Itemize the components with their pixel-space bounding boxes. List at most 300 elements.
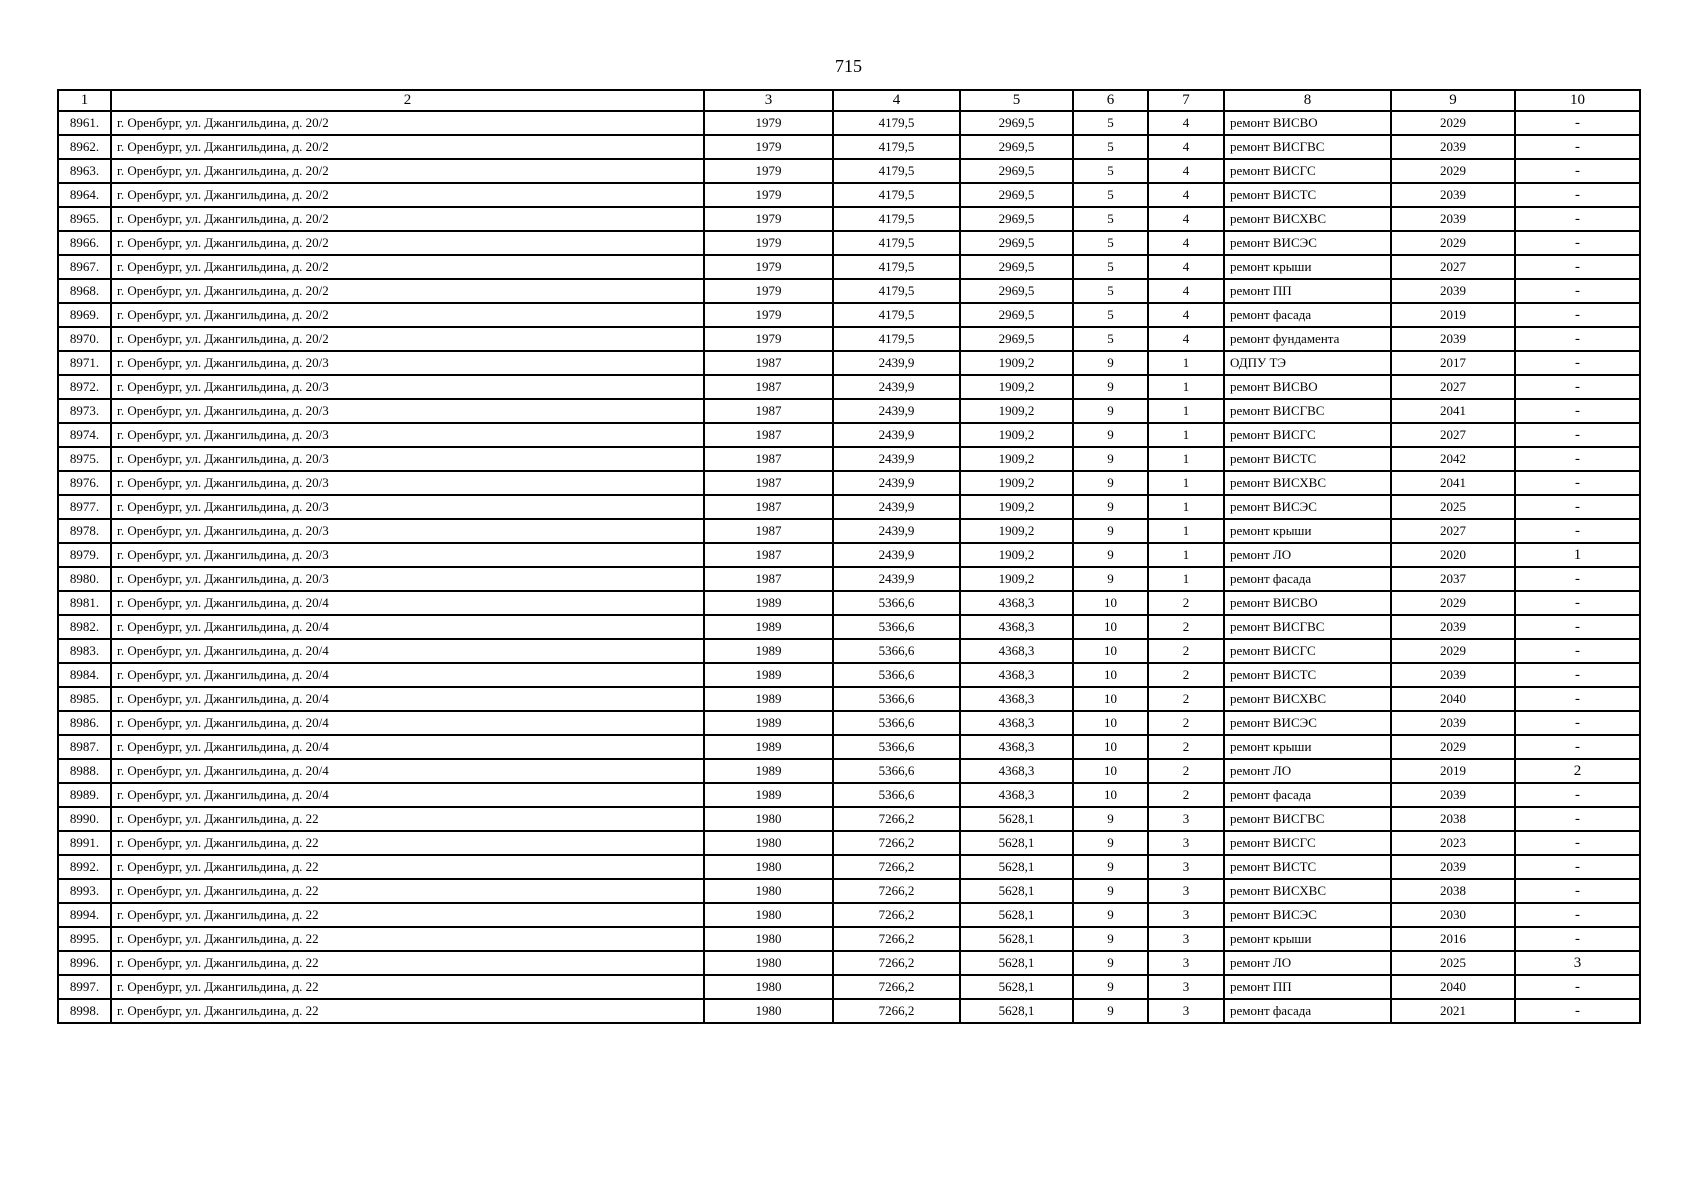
table-row [58,255,1640,279]
cell-floors: 10 [1073,687,1148,711]
cell-entrances: 2 [1148,663,1224,687]
table-row [58,975,1640,999]
cell-address: г. Оренбург, ул. Джангильдина, д. 20/3 [111,399,704,423]
table-row [58,879,1640,903]
cell-entrances: 3 [1148,807,1224,831]
cell-living-area: 2969,5 [960,327,1073,351]
cell-work-type: ремонт ЛО [1224,759,1391,783]
cell-entrances: 3 [1148,903,1224,927]
cell-build-year: 1979 [704,135,833,159]
cell-living-area: 4368,3 [960,615,1073,639]
cell-total-area: 2439,9 [833,447,960,471]
cell-total-area: 2439,9 [833,495,960,519]
cell-living-area: 2969,5 [960,231,1073,255]
table-row [58,927,1640,951]
cell-plan-year: 2039 [1391,663,1515,687]
cell-plan-year: 2030 [1391,903,1515,927]
cell-work-type: ремонт ВИСХВС [1224,879,1391,903]
cell-plan-year: 2040 [1391,687,1515,711]
cell-row-number: 8998. [58,999,111,1023]
cell-living-area: 4368,3 [960,591,1073,615]
cell-address: г. Оренбург, ул. Джангильдина, д. 20/3 [111,543,704,567]
cell-note: - [1515,831,1640,855]
cell-living-area: 4368,3 [960,663,1073,687]
cell-floors: 9 [1073,423,1148,447]
table-row [58,135,1640,159]
table-row [58,951,1640,975]
cell-entrances: 2 [1148,759,1224,783]
cell-plan-year: 2025 [1391,495,1515,519]
cell-note: - [1515,879,1640,903]
cell-living-area: 1909,2 [960,447,1073,471]
cell-total-area: 7266,2 [833,951,960,975]
cell-row-number: 8976. [58,471,111,495]
cell-work-type: ОДПУ ТЭ [1224,351,1391,375]
cell-floors: 9 [1073,351,1148,375]
cell-address: г. Оренбург, ул. Джангильдина, д. 20/4 [111,735,704,759]
cell-note: - [1515,375,1640,399]
cell-work-type: ремонт ВИСЭС [1224,711,1391,735]
cell-entrances: 3 [1148,855,1224,879]
cell-total-area: 4179,5 [833,135,960,159]
cell-total-area: 7266,2 [833,831,960,855]
cell-living-area: 5628,1 [960,879,1073,903]
cell-address: г. Оренбург, ул. Джангильдина, д. 22 [111,975,704,999]
cell-note: - [1515,399,1640,423]
cell-note: - [1515,903,1640,927]
cell-plan-year: 2017 [1391,351,1515,375]
cell-living-area: 2969,5 [960,159,1073,183]
cell-row-number: 8979. [58,543,111,567]
cell-address: г. Оренбург, ул. Джангильдина, д. 20/2 [111,111,704,135]
cell-total-area: 2439,9 [833,543,960,567]
cell-floors: 9 [1073,951,1148,975]
table-row [58,111,1640,135]
cell-address: г. Оренбург, ул. Джангильдина, д. 20/4 [111,663,704,687]
cell-plan-year: 2029 [1391,591,1515,615]
cell-plan-year: 2021 [1391,999,1515,1023]
cell-note: - [1515,495,1640,519]
cell-build-year: 1980 [704,999,833,1023]
cell-living-area: 1909,2 [960,543,1073,567]
header-cell-1: 1 [58,90,111,111]
cell-floors: 10 [1073,615,1148,639]
cell-build-year: 1980 [704,879,833,903]
cell-entrances: 3 [1148,927,1224,951]
cell-build-year: 1980 [704,927,833,951]
cell-note: - [1515,279,1640,303]
cell-floors: 10 [1073,735,1148,759]
cell-note: - [1515,471,1640,495]
cell-total-area: 2439,9 [833,375,960,399]
cell-work-type: ремонт ВИСХВС [1224,207,1391,231]
cell-living-area: 4368,3 [960,639,1073,663]
cell-total-area: 7266,2 [833,999,960,1023]
cell-living-area: 5628,1 [960,951,1073,975]
cell-work-type: ремонт ВИСГВС [1224,807,1391,831]
cell-row-number: 8973. [58,399,111,423]
cell-entrances: 3 [1148,951,1224,975]
table-row [58,735,1640,759]
cell-plan-year: 2039 [1391,711,1515,735]
header-cell-4: 4 [833,90,960,111]
cell-build-year: 1979 [704,111,833,135]
cell-floors: 9 [1073,999,1148,1023]
cell-total-area: 2439,9 [833,519,960,543]
cell-row-number: 8983. [58,639,111,663]
cell-entrances: 4 [1148,303,1224,327]
cell-row-number: 8970. [58,327,111,351]
cell-address: г. Оренбург, ул. Джангильдина, д. 20/3 [111,423,704,447]
cell-total-area: 4179,5 [833,279,960,303]
cell-entrances: 1 [1148,399,1224,423]
cell-build-year: 1987 [704,423,833,447]
cell-address: г. Оренбург, ул. Джангильдина, д. 20/3 [111,471,704,495]
cell-floors: 5 [1073,111,1148,135]
cell-entrances: 4 [1148,207,1224,231]
cell-entrances: 3 [1148,975,1224,999]
cell-total-area: 7266,2 [833,855,960,879]
cell-build-year: 1989 [704,711,833,735]
cell-note: - [1515,519,1640,543]
cell-work-type: ремонт ВИСТС [1224,183,1391,207]
cell-plan-year: 2020 [1391,543,1515,567]
cell-address: г. Оренбург, ул. Джангильдина, д. 20/4 [111,591,704,615]
cell-build-year: 1989 [704,783,833,807]
cell-total-area: 5366,6 [833,663,960,687]
cell-total-area: 5366,6 [833,639,960,663]
cell-entrances: 1 [1148,567,1224,591]
cell-note: - [1515,159,1640,183]
cell-address: г. Оренбург, ул. Джангильдина, д. 22 [111,831,704,855]
cell-work-type: ремонт ВИСГС [1224,159,1391,183]
cell-total-area: 4179,5 [833,231,960,255]
cell-work-type: ремонт фундамента [1224,327,1391,351]
cell-total-area: 7266,2 [833,807,960,831]
cell-living-area: 4368,3 [960,735,1073,759]
cell-entrances: 4 [1148,135,1224,159]
table-row [58,495,1640,519]
cell-build-year: 1987 [704,375,833,399]
cell-entrances: 2 [1148,783,1224,807]
cell-note: - [1515,975,1640,999]
cell-total-area: 4179,5 [833,183,960,207]
cell-build-year: 1979 [704,207,833,231]
cell-note: - [1515,327,1640,351]
cell-address: г. Оренбург, ул. Джангильдина, д. 20/2 [111,135,704,159]
cell-total-area: 4179,5 [833,111,960,135]
cell-build-year: 1989 [704,663,833,687]
cell-address: г. Оренбург, ул. Джангильдина, д. 22 [111,927,704,951]
page-number: 715 [835,56,862,76]
cell-total-area: 4179,5 [833,255,960,279]
cell-address: г. Оренбург, ул. Джангильдина, д. 20/2 [111,231,704,255]
table-row [58,351,1640,375]
cell-plan-year: 2039 [1391,327,1515,351]
cell-address: г. Оренбург, ул. Джангильдина, д. 22 [111,903,704,927]
cell-total-area: 2439,9 [833,423,960,447]
cell-entrances: 2 [1148,639,1224,663]
cell-build-year: 1979 [704,231,833,255]
cell-row-number: 8977. [58,495,111,519]
cell-work-type: ремонт ВИСГС [1224,423,1391,447]
cell-plan-year: 2037 [1391,567,1515,591]
cell-living-area: 5628,1 [960,975,1073,999]
cell-plan-year: 2041 [1391,399,1515,423]
cell-living-area: 2969,5 [960,111,1073,135]
cell-note: - [1515,711,1640,735]
cell-row-number: 8984. [58,663,111,687]
cell-total-area: 4179,5 [833,207,960,231]
cell-row-number: 8981. [58,591,111,615]
cell-total-area: 2439,9 [833,351,960,375]
cell-entrances: 1 [1148,543,1224,567]
cell-living-area: 2969,5 [960,303,1073,327]
cell-row-number: 8985. [58,687,111,711]
cell-build-year: 1989 [704,687,833,711]
cell-build-year: 1989 [704,615,833,639]
cell-living-area: 4368,3 [960,687,1073,711]
cell-note: - [1515,783,1640,807]
table-row [58,687,1640,711]
cell-total-area: 2439,9 [833,399,960,423]
cell-floors: 10 [1073,783,1148,807]
cell-total-area: 4179,5 [833,159,960,183]
cell-plan-year: 2029 [1391,159,1515,183]
cell-living-area: 2969,5 [960,255,1073,279]
cell-build-year: 1979 [704,303,833,327]
cell-address: г. Оренбург, ул. Джангильдина, д. 20/3 [111,375,704,399]
cell-note: - [1515,807,1640,831]
cell-work-type: ремонт ВИСТС [1224,855,1391,879]
cell-total-area: 4179,5 [833,303,960,327]
cell-row-number: 8963. [58,159,111,183]
cell-row-number: 8994. [58,903,111,927]
header-cell-6: 6 [1073,90,1148,111]
cell-row-number: 8972. [58,375,111,399]
cell-build-year: 1987 [704,519,833,543]
table-body [58,111,1640,1023]
cell-plan-year: 2027 [1391,255,1515,279]
cell-plan-year: 2039 [1391,783,1515,807]
table-row [58,207,1640,231]
table-row [58,423,1640,447]
table-row [58,519,1640,543]
cell-address: г. Оренбург, ул. Джангильдина, д. 20/3 [111,567,704,591]
table-row [58,759,1640,783]
cell-entrances: 3 [1148,879,1224,903]
cell-work-type: ремонт ЛО [1224,951,1391,975]
cell-build-year: 1980 [704,807,833,831]
cell-entrances: 1 [1148,375,1224,399]
table-row [58,615,1640,639]
cell-address: г. Оренбург, ул. Джангильдина, д. 22 [111,951,704,975]
cell-build-year: 1980 [704,975,833,999]
cell-floors: 9 [1073,807,1148,831]
cell-note: - [1515,927,1640,951]
cell-work-type: ремонт фасада [1224,303,1391,327]
header-cell-2: 2 [111,90,704,111]
cell-total-area: 2439,9 [833,471,960,495]
cell-address: г. Оренбург, ул. Джангильдина, д. 20/2 [111,279,704,303]
cell-plan-year: 2039 [1391,279,1515,303]
cell-total-area: 7266,2 [833,927,960,951]
cell-build-year: 1980 [704,903,833,927]
cell-row-number: 8986. [58,711,111,735]
cell-total-area: 5366,6 [833,735,960,759]
cell-plan-year: 2041 [1391,471,1515,495]
cell-living-area: 1909,2 [960,495,1073,519]
cell-plan-year: 2027 [1391,423,1515,447]
cell-plan-year: 2029 [1391,639,1515,663]
cell-entrances: 1 [1148,471,1224,495]
cell-work-type: ремонт ВИСЭС [1224,231,1391,255]
cell-living-area: 4368,3 [960,759,1073,783]
cell-build-year: 1987 [704,543,833,567]
cell-living-area: 2969,5 [960,207,1073,231]
cell-floors: 10 [1073,639,1148,663]
cell-entrances: 4 [1148,279,1224,303]
cell-work-type: ремонт ВИСГС [1224,831,1391,855]
cell-work-type: ремонт ВИСЭС [1224,903,1391,927]
cell-row-number: 8990. [58,807,111,831]
cell-entrances: 2 [1148,591,1224,615]
cell-row-number: 8969. [58,303,111,327]
cell-work-type: ремонт фасада [1224,567,1391,591]
table-row [58,231,1640,255]
cell-plan-year: 2039 [1391,207,1515,231]
cell-plan-year: 2039 [1391,855,1515,879]
cell-total-area: 5366,6 [833,687,960,711]
cell-floors: 9 [1073,879,1148,903]
cell-entrances: 4 [1148,255,1224,279]
table-row [58,999,1640,1023]
cell-floors: 5 [1073,327,1148,351]
cell-work-type: ремонт ПП [1224,279,1391,303]
cell-row-number: 8967. [58,255,111,279]
cell-entrances: 2 [1148,735,1224,759]
cell-living-area: 1909,2 [960,351,1073,375]
cell-floors: 9 [1073,567,1148,591]
cell-living-area: 1909,2 [960,399,1073,423]
cell-work-type: ремонт ВИСХВС [1224,471,1391,495]
cell-note: - [1515,183,1640,207]
cell-note: - [1515,615,1640,639]
cell-entrances: 2 [1148,687,1224,711]
cell-note: 3 [1515,951,1640,975]
cell-row-number: 8982. [58,615,111,639]
cell-row-number: 8975. [58,447,111,471]
cell-floors: 10 [1073,711,1148,735]
table-row [58,711,1640,735]
table-row [58,807,1640,831]
cell-address: г. Оренбург, ул. Джангильдина, д. 20/3 [111,447,704,471]
cell-row-number: 8965. [58,207,111,231]
table-row [58,783,1640,807]
cell-note: - [1515,135,1640,159]
cell-living-area: 4368,3 [960,711,1073,735]
cell-floors: 5 [1073,231,1148,255]
cell-living-area: 4368,3 [960,783,1073,807]
cell-build-year: 1979 [704,159,833,183]
cell-floors: 9 [1073,399,1148,423]
cell-build-year: 1979 [704,279,833,303]
cell-plan-year: 2029 [1391,231,1515,255]
cell-floors: 5 [1073,207,1148,231]
cell-living-area: 1909,2 [960,567,1073,591]
cell-build-year: 1980 [704,831,833,855]
cell-address: г. Оренбург, ул. Джангильдина, д. 20/4 [111,711,704,735]
cell-row-number: 8997. [58,975,111,999]
cell-floors: 9 [1073,855,1148,879]
cell-note: 2 [1515,759,1640,783]
cell-build-year: 1987 [704,495,833,519]
header-cell-10: 10 [1515,90,1640,111]
cell-floors: 9 [1073,471,1148,495]
cell-floors: 5 [1073,135,1148,159]
cell-plan-year: 2038 [1391,807,1515,831]
cell-entrances: 3 [1148,999,1224,1023]
cell-row-number: 8991. [58,831,111,855]
cell-floors: 5 [1073,159,1148,183]
cell-row-number: 8964. [58,183,111,207]
cell-living-area: 1909,2 [960,375,1073,399]
cell-living-area: 5628,1 [960,999,1073,1023]
cell-floors: 9 [1073,519,1148,543]
cell-work-type: ремонт ВИСВО [1224,375,1391,399]
cell-address: г. Оренбург, ул. Джангильдина, д. 22 [111,807,704,831]
cell-row-number: 8978. [58,519,111,543]
cell-total-area: 5366,6 [833,615,960,639]
cell-plan-year: 2039 [1391,183,1515,207]
cell-address: г. Оренбург, ул. Джангильдина, д. 20/2 [111,303,704,327]
cell-build-year: 1979 [704,327,833,351]
cell-address: г. Оренбург, ул. Джангильдина, д. 20/2 [111,183,704,207]
cell-note: - [1515,111,1640,135]
cell-build-year: 1987 [704,399,833,423]
cell-entrances: 1 [1148,495,1224,519]
cell-entrances: 1 [1148,519,1224,543]
cell-living-area: 5628,1 [960,855,1073,879]
cell-build-year: 1989 [704,759,833,783]
cell-living-area: 2969,5 [960,135,1073,159]
cell-living-area: 1909,2 [960,423,1073,447]
cell-floors: 9 [1073,447,1148,471]
cell-build-year: 1979 [704,183,833,207]
cell-work-type: ремонт фасада [1224,783,1391,807]
cell-floors: 9 [1073,903,1148,927]
cell-work-type: ремонт фасада [1224,999,1391,1023]
cell-address: г. Оренбург, ул. Джангильдина, д. 20/3 [111,495,704,519]
cell-work-type: ремонт ПП [1224,975,1391,999]
cell-note: - [1515,663,1640,687]
cell-work-type: ремонт крыши [1224,255,1391,279]
cell-floors: 5 [1073,255,1148,279]
repair-schedule-table [57,89,1641,1024]
cell-work-type: ремонт ВИСЭС [1224,495,1391,519]
cell-row-number: 8992. [58,855,111,879]
cell-work-type: ремонт ВИСГС [1224,639,1391,663]
cell-total-area: 5366,6 [833,591,960,615]
table-row [58,375,1640,399]
cell-row-number: 8961. [58,111,111,135]
cell-note: - [1515,639,1640,663]
cell-row-number: 8989. [58,783,111,807]
table-row [58,471,1640,495]
cell-work-type: ремонт ВИСХВС [1224,687,1391,711]
cell-work-type: ремонт ЛО [1224,543,1391,567]
header-cell-8: 8 [1224,90,1391,111]
